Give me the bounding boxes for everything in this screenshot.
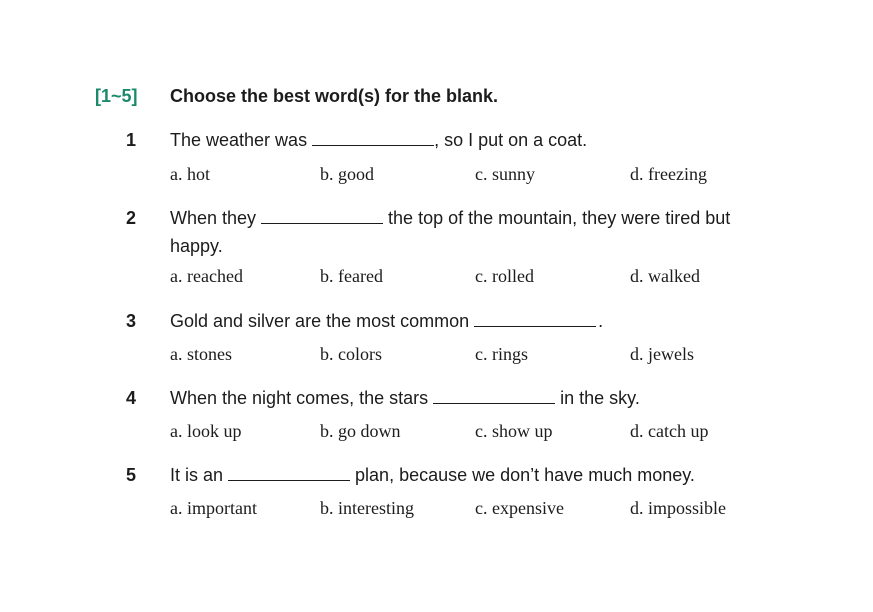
text-before-blank: Gold and silver are the most common	[170, 311, 470, 331]
option-a: a. hot	[170, 164, 210, 184]
question-text	[170, 461, 770, 489]
option-b: b. interesting	[320, 498, 414, 518]
answer-blank	[228, 464, 350, 481]
option-c: c. rolled	[475, 266, 534, 286]
option-d: d. catch up	[630, 421, 709, 441]
answer-blank	[312, 129, 434, 146]
question-text	[170, 307, 770, 335]
question-number: 5	[126, 465, 137, 485]
text-after-blank: plan, because we don’t have much money.	[355, 465, 695, 485]
question-range: [1~5]	[95, 86, 138, 106]
option-c: c. expensive	[475, 498, 564, 518]
option-a: a. stones	[170, 344, 232, 364]
options-4	[0, 419, 873, 443]
option-b: b. feared	[320, 266, 383, 286]
text-before-blank: When the night comes, the stars	[170, 388, 429, 408]
text-after-blank: the top of the mountain, they were tired but happy.	[170, 208, 731, 256]
option-b: b. good	[320, 164, 374, 184]
text-after-blank: .	[598, 311, 604, 331]
answer-blank	[433, 387, 555, 404]
option-d: d. walked	[630, 266, 700, 286]
option-a: a. reached	[170, 266, 243, 286]
option-c: c. show up	[475, 421, 553, 441]
question-number: 4	[126, 388, 137, 408]
section-header	[0, 84, 873, 108]
option-b: b. go down	[320, 421, 401, 441]
options-2	[0, 264, 873, 288]
text-after-blank: in the sky.	[560, 388, 640, 408]
options-5	[0, 496, 873, 520]
question-number: 1	[126, 130, 137, 150]
option-c: c. rings	[475, 344, 528, 364]
option-d: d. impossible	[630, 498, 727, 518]
option-a: a. important	[170, 498, 257, 518]
question-number: 3	[126, 311, 137, 331]
question-text	[170, 384, 770, 412]
text-before-blank: It is an	[170, 465, 224, 485]
option-c: c. sunny	[475, 164, 535, 184]
answer-blank	[474, 310, 596, 327]
instruction-text: Choose the best word(s) for the blank.	[170, 86, 499, 106]
option-d: d. jewels	[630, 344, 694, 364]
options-3	[0, 342, 873, 366]
question-text	[170, 126, 770, 154]
option-b: b. colors	[320, 344, 382, 364]
answer-blank	[261, 207, 383, 224]
option-a: a. look up	[170, 421, 242, 441]
question-text	[170, 204, 770, 260]
options-1	[0, 162, 873, 186]
text-before-blank: When they	[170, 208, 257, 228]
text-after-blank: , so I put on a coat.	[434, 130, 588, 150]
text-before-blank: The weather was	[170, 130, 308, 150]
option-d: d. freezing	[630, 164, 707, 184]
question-number: 2	[126, 208, 137, 228]
